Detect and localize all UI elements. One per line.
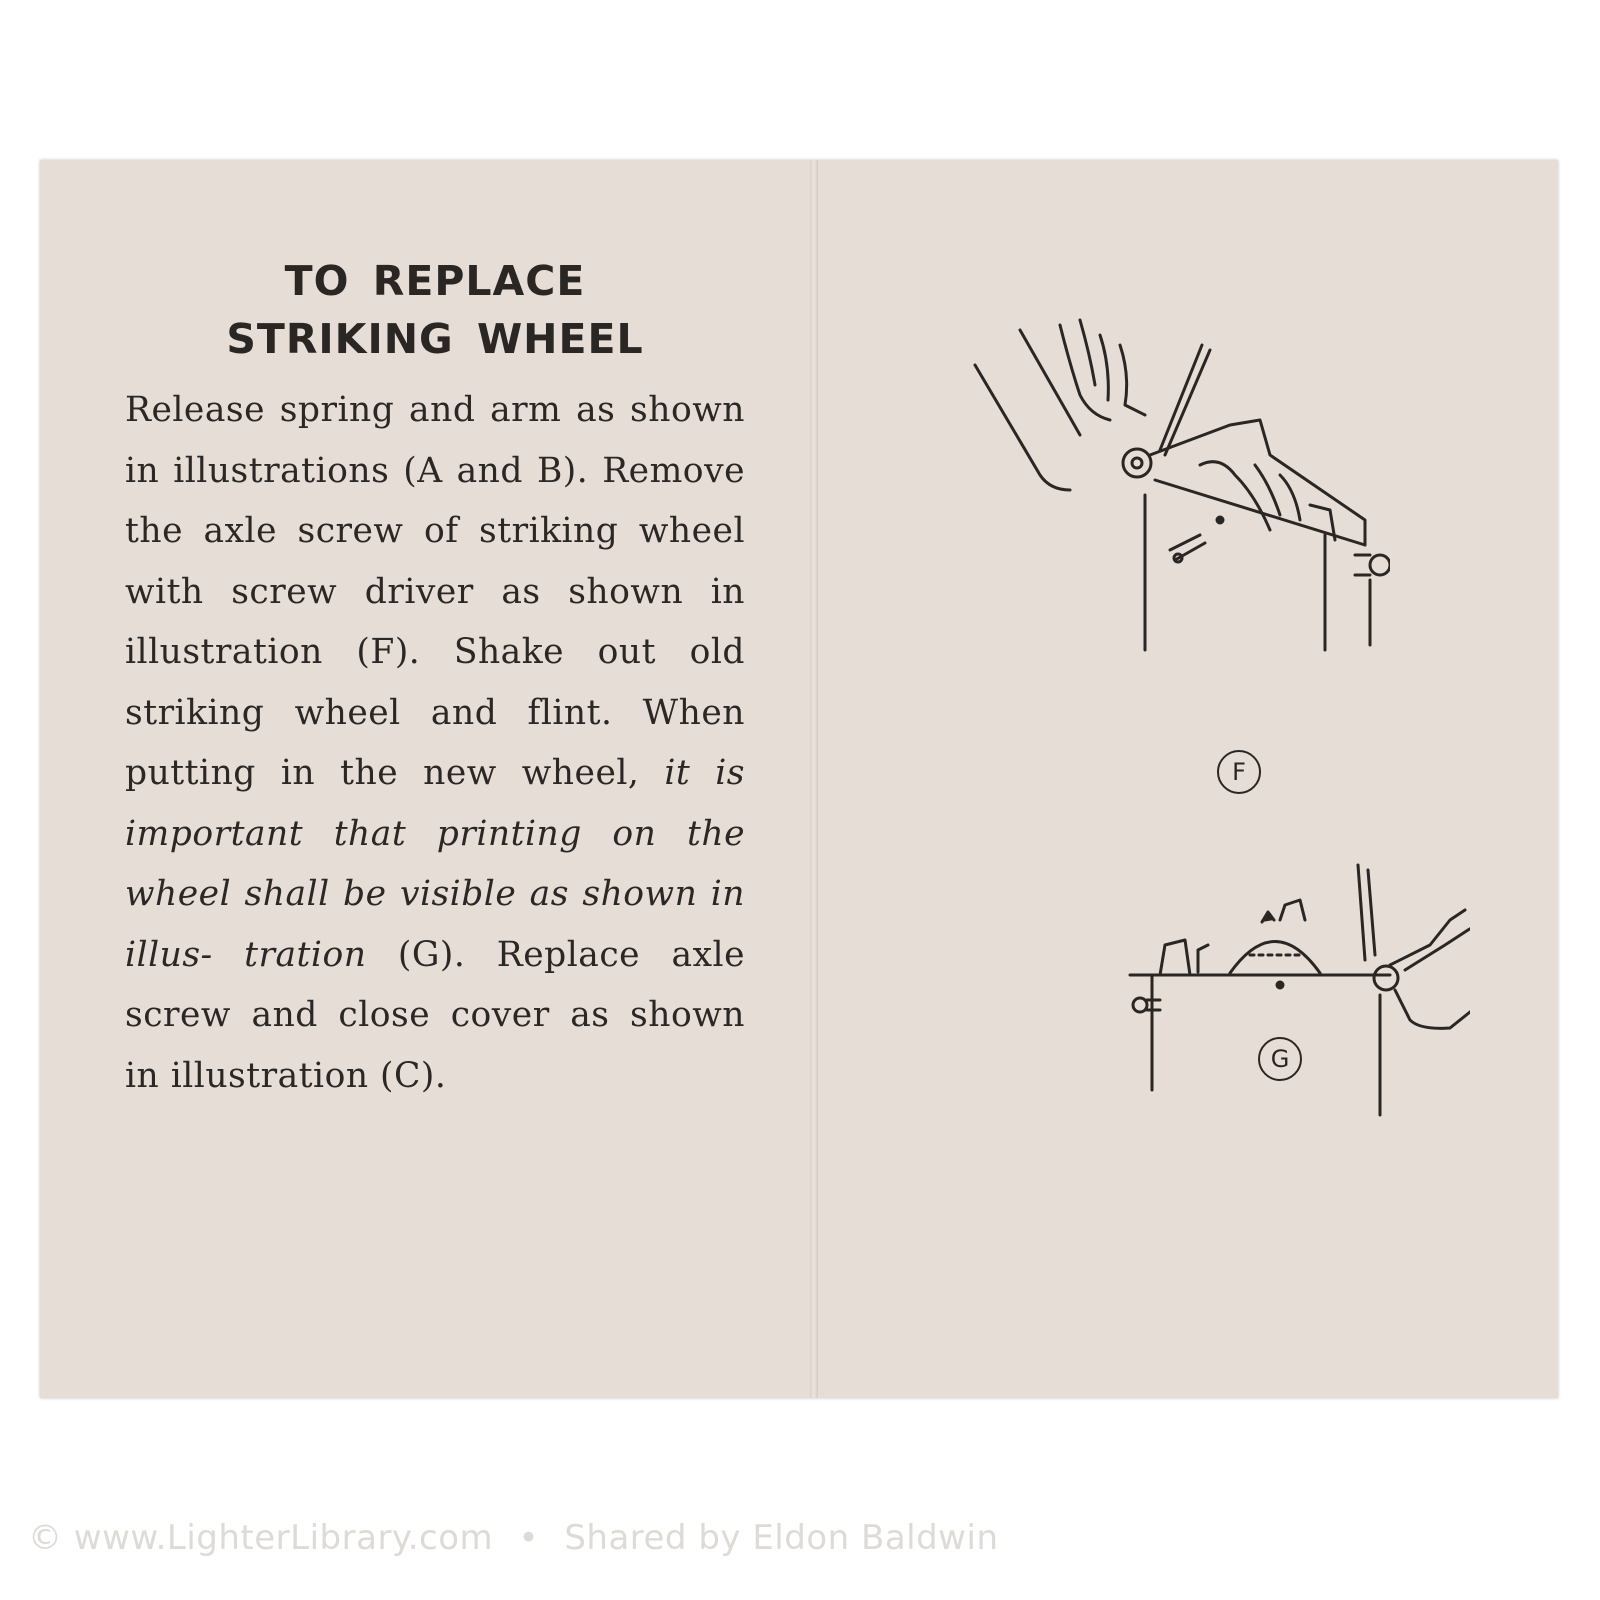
watermark <box>28 1518 1013 1558</box>
instruction-text-part-2: (G). Replace axle screw and close cover as shown in illustration (C). <box>125 934 745 1096</box>
lighter-open-drawing-icon <box>970 305 1390 685</box>
striking-wheel-drawing-icon <box>1090 860 1470 1130</box>
heading-line-2: STRIKING WHEEL <box>226 315 644 363</box>
instruction-text-italic: it is important that printing on the wheel shall be visible as shown in illus- tration <box>125 753 745 975</box>
watermark-site: © www.LighterLibrary.com <box>28 1518 494 1558</box>
heading <box>125 252 745 368</box>
watermark-credit: Shared by Eldon Baldwin <box>564 1518 999 1558</box>
figure-g-label: G <box>1258 1037 1302 1081</box>
instruction-leaflet <box>40 160 1558 1398</box>
figure-f-label: F <box>1217 750 1261 794</box>
heading-line-1: TO REPLACE <box>284 257 586 305</box>
watermark-separator: • <box>518 1518 539 1558</box>
text-panel <box>125 252 745 1106</box>
page-fold <box>810 160 818 1398</box>
instruction-text-part-1: Release spring and arm as shown in illustrations (A and B). Remove the axle screw of striking wheel with screw driver as shown in illustration (F). Shake out old striking wheel and flint. When putting in the new wheel, <box>125 390 745 793</box>
illustration-g <box>1090 860 1470 1130</box>
illustration-f <box>970 305 1390 786</box>
instruction-text <box>125 380 745 1106</box>
